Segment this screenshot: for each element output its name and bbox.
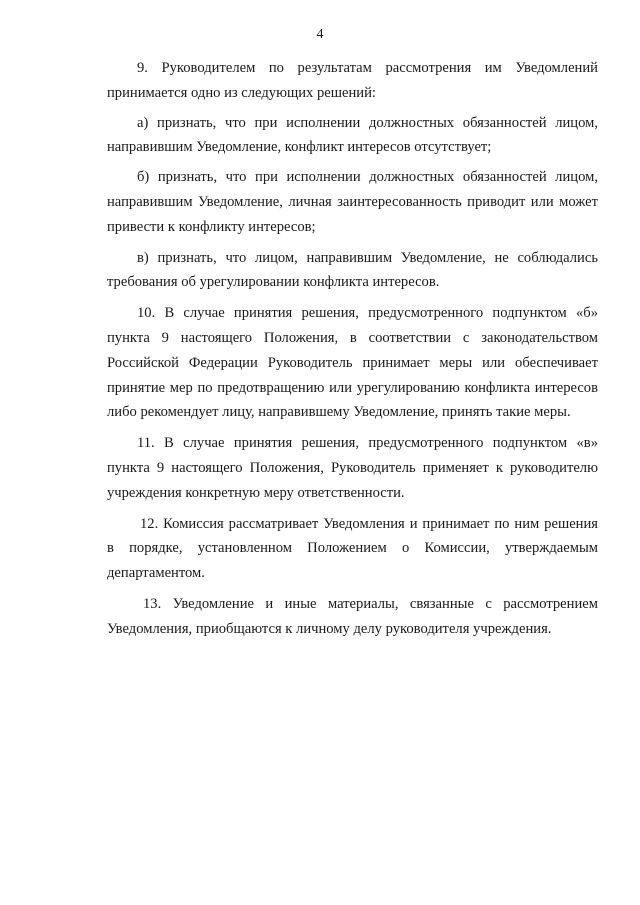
- paragraph-11: 11. В случае принятия решения, предусмотренного подпунктом «в» пункта 9 настоящего Положения, Руководитель применяет к руководителю учреждения конкретную меру ответственности.: [107, 435, 598, 501]
- page-number: 4: [316, 27, 324, 42]
- paragraph-9-option-b: б) признать, что при исполнении должностных обязанностей лицом, направившим Уведомление, личная заинтересованность приводит или может привести к конфликту интересов;: [107, 169, 598, 235]
- paragraph-12: 12. Комиссия рассматривает Уведомления и принимает по ним решения в порядке, установленном Положением о Комиссии, утверждаемым департаментом.: [107, 515, 598, 582]
- paragraph-9: 9. Руководителем по результатам рассмотрения им Уведомлений принимается одно из следующих решений:: [107, 60, 598, 101]
- paragraph-9-option-a: а) признать, что при исполнении должностных обязанностей лицом, направившим Уведомление, конфликт интересов отсутствует;: [107, 114, 598, 156]
- paragraph-9-option-v: в) признать, что лицом, направившим Уведомление, не соблюдались требования об урегулировании конфликта интересов.: [107, 249, 598, 291]
- document-body: [107, 56, 598, 642]
- paragraph-10: 10. В случае принятия решения, предусмотренного подпунктом «б» пункта 9 настоящего Положения, в соответствии с законодательством Российской Федерации Руководитель принимает меры или обеспечивает принятие мер по предотвращению или урегулированию конфликта интересов либо рекомендует лицу, направившему Уведомление, принять такие меры.: [107, 305, 598, 421]
- paragraph-13: 13. Уведомление и иные материалы, связанные с рассмотрением Уведомления, приобщаются к личному делу руководителя учреждения.: [107, 595, 598, 637]
